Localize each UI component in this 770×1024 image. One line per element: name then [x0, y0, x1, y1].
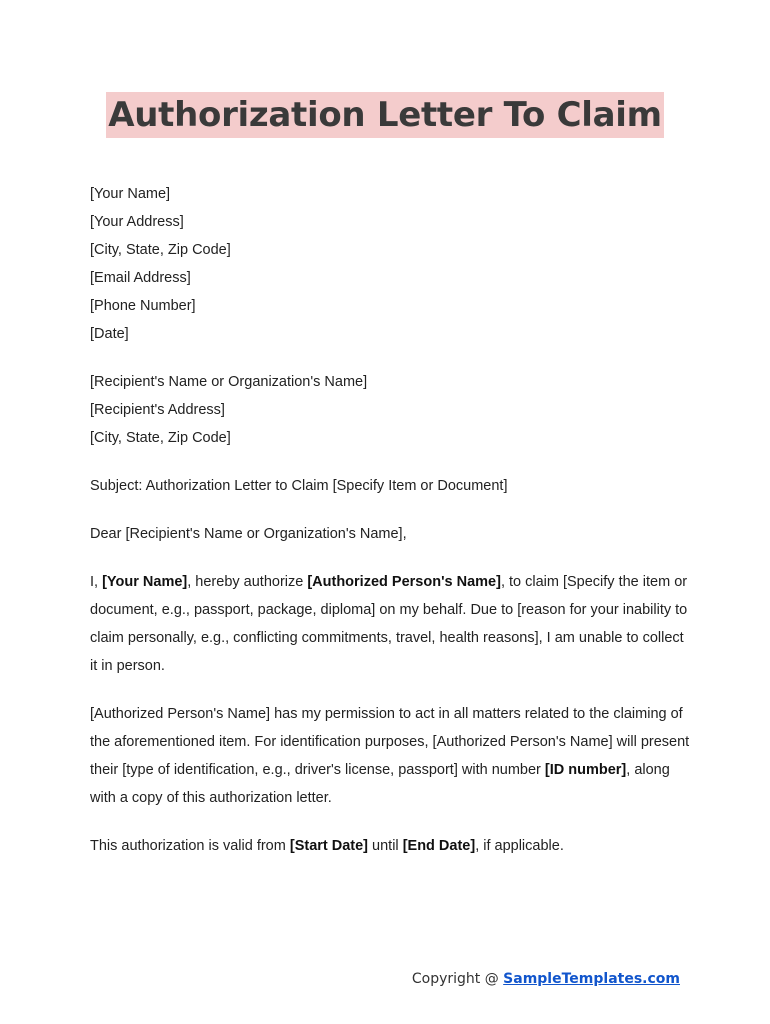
- para2-text: [Authorized Person's Name] has my permission to act in all matters related to the claiming of the aforementioned item. For identification purposes, [Authorized Person's Name] will present their [type of identification, e.g., driver's license, passport] with number: [90, 706, 690, 778]
- page-title: Authorization Letter To Claim: [106, 92, 664, 138]
- letter-date: [Date]: [90, 326, 129, 342]
- para2-text: , along with a copy of this authorization letter.: [90, 762, 670, 806]
- letter-body: [90, 180, 690, 860]
- id-number-placeholder: [ID number]: [544, 762, 627, 778]
- paragraph-identification: [90, 700, 690, 812]
- para1-text: I,: [90, 574, 103, 590]
- subject-line: Subject: Authorization Letter to Claim [Specify Item or Document]: [90, 478, 508, 494]
- sampletemplates-link[interactable]: SampleTemplates.com: [503, 971, 680, 987]
- para3-text: until: [368, 838, 403, 854]
- para1-text: , to claim [Specify the item or document, e.g., passport, package, diploma] on my behalf. Due to [reason for your inability to claim personally, e.g., conflicting commitments, travel, health reasons], I am unable to collect it in person.: [90, 574, 688, 674]
- end-date-placeholder: [End Date]: [402, 838, 476, 854]
- your-name-placeholder: [Your Name]: [102, 574, 188, 590]
- sender-phone: [Phone Number]: [90, 298, 196, 314]
- para3-text: , if applicable.: [475, 838, 564, 854]
- sender-name: [Your Name]: [90, 186, 171, 202]
- recipient-city: [City, State, Zip Code]: [90, 430, 231, 446]
- recipient-name: [Recipient's Name or Organization's Name]: [90, 374, 368, 390]
- recipient-address: [Recipient's Address]: [90, 402, 225, 418]
- paragraph-validity: [90, 832, 690, 860]
- salutation: Dear [Recipient's Name or Organization's Name],: [90, 526, 407, 542]
- sender-block: [90, 180, 690, 348]
- copyright-text: Copyright @: [411, 971, 504, 987]
- sender-address: [Your Address]: [90, 214, 184, 230]
- sender-city: [City, State, Zip Code]: [90, 242, 231, 258]
- paragraph-authorization: [90, 568, 690, 680]
- sender-email: [Email Address]: [90, 270, 191, 286]
- authorized-person-placeholder: [Authorized Person's Name]: [307, 574, 501, 590]
- recipient-block: [90, 368, 690, 452]
- para1-text: , hereby authorize: [187, 574, 308, 590]
- para3-text: This authorization is valid from: [90, 838, 290, 854]
- copyright-footer: [412, 971, 680, 987]
- start-date-placeholder: [Start Date]: [289, 838, 369, 854]
